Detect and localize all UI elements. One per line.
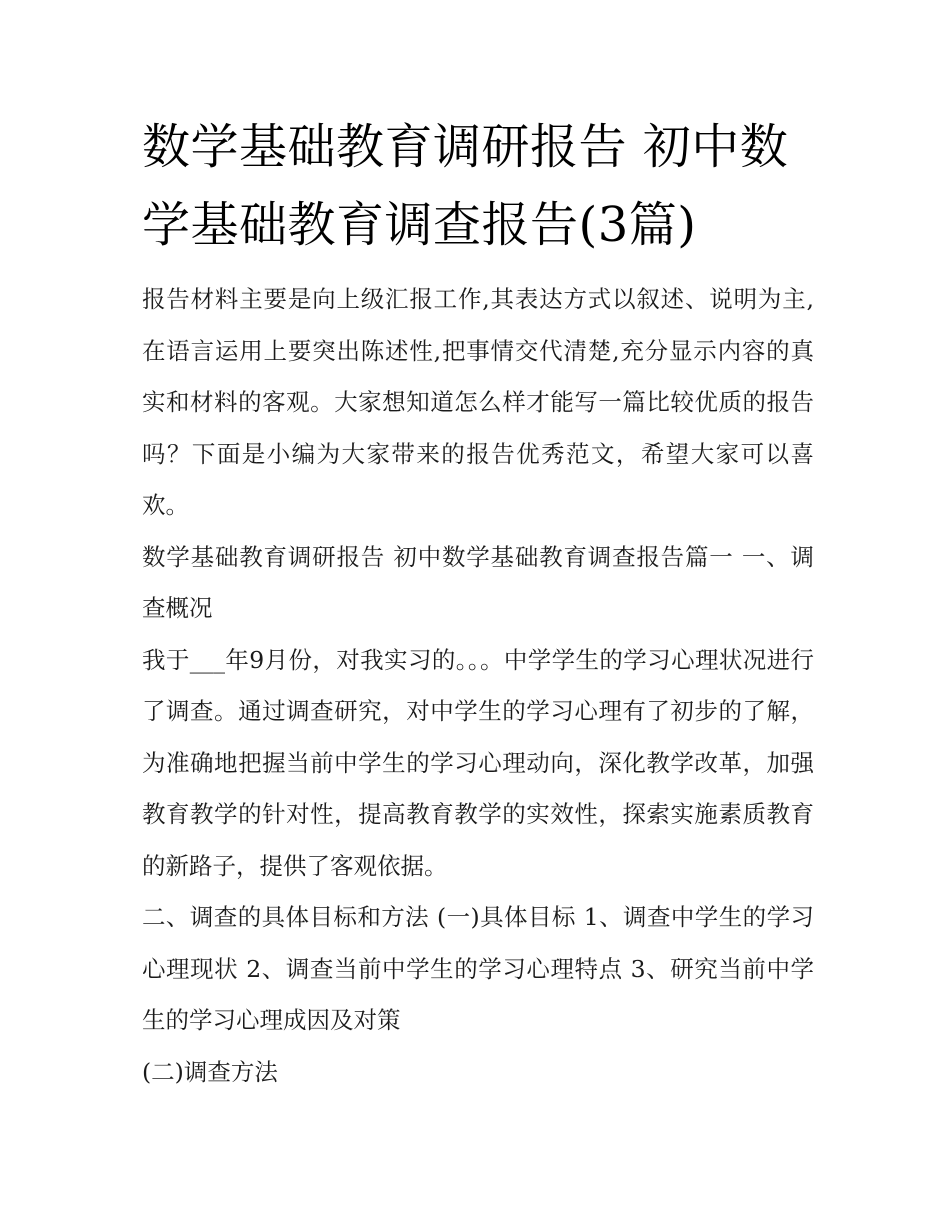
survey-method-heading: (二)调查方法 (142, 1057, 278, 1086)
document-title: 数学基础教育调研报告 初中数学基础教育调查报告(3篇) (142, 119, 789, 253)
document-page (142, 108, 814, 1098)
survey-overview-paragraph: 我于___年9月份，对我实习的。。。中学学生的学习心理状况进行了调查。通过调查研究，对中学生的学习心理有了初步的了解，为准确地把握当前中学生的学习心理动向，深化教学改革，加强教育教学的针对性，提高教育教学的实效性，探索实施素质教育的新路子，提供了客观依据。 (142, 645, 814, 880)
section-heading-survey-overview: 数学基础教育调研报告 初中数学基础教育调查报告篇一 一、调查概况 (142, 542, 814, 622)
goals-and-methods-paragraph: 二、调查的具体目标和方法 (一)具体目标 1、调查中学生的学习心理现状 2、调查当前中学生的学习心理特点 3、研究当前中学生的学习心理成因及对策 (142, 903, 814, 1034)
intro-paragraph: 报告材料主要是向上级汇报工作,其表达方式以叙述、说明为主,在语言运用上要突出陈述性,把事情交代清楚,充分显示内容的真实和材料的客观。大家想知道怎么样才能写一篇比较优质的报告吗？下面是小编为大家带来的报告优秀范文，希望大家可以喜欢。 (142, 285, 814, 519)
